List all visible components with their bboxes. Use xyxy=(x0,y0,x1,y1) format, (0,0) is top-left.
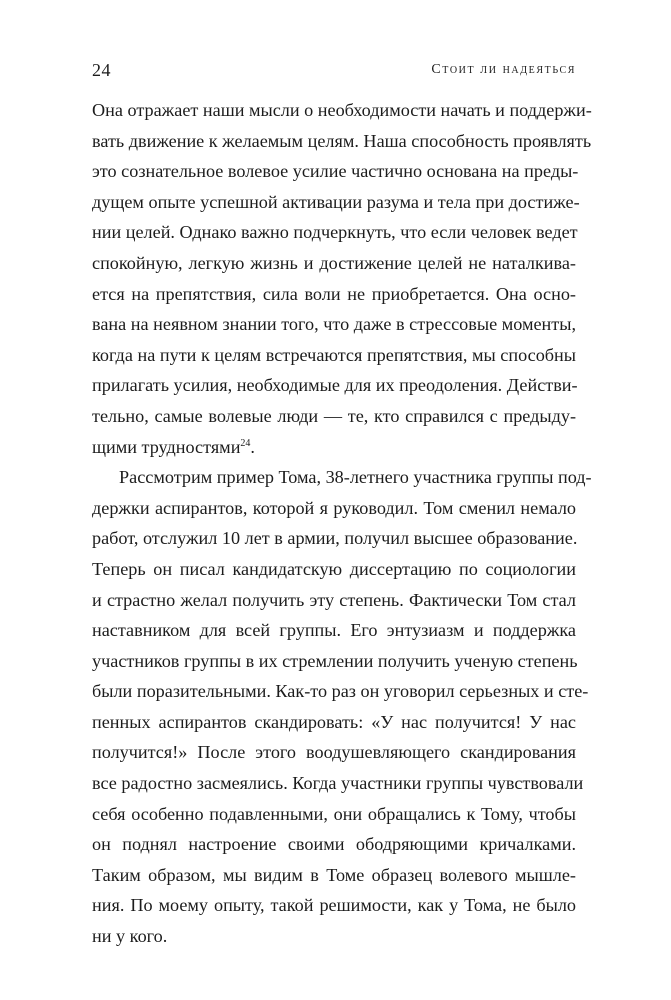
text-line: ни у кого. xyxy=(92,926,168,947)
body-text xyxy=(92,95,592,952)
text-line: Таким образом, мы видим в Томе образец волевого мышле- xyxy=(92,864,576,885)
text-line: он поднял настроение своими ободряющими кричалками. xyxy=(92,834,576,855)
text-line: все радостно засмеялись. Когда участники группы чувствовали xyxy=(92,773,584,794)
text-line: были поразительными. Как-то раз он уговорил серьезных и сте- xyxy=(92,681,589,702)
text-line: это сознательное волевое усилие частично основана на преды- xyxy=(92,161,579,182)
text-line: дущем опыте успешной активации разума и тела при достиже- xyxy=(92,191,580,212)
text-line-content: щими трудностями xyxy=(92,436,241,457)
text-line: работ, отслужил 10 лет в армии, получил высшее образование. xyxy=(92,528,578,549)
paragraph-1 xyxy=(92,95,592,462)
text-line: наставником для всей группы. Его энтузиазм и поддержка xyxy=(92,620,576,641)
text-line: ется на препятствия, сила воли не приобретается. Она осно- xyxy=(92,283,576,304)
footnote-reference: 24 xyxy=(240,437,251,449)
text-line: и страстно желал получить эту степень. Фактически Том стал xyxy=(92,589,576,610)
running-title: Стоит ли надеяться xyxy=(431,62,576,77)
text-line: вать движение к желаемым целям. Наша способность проявлять xyxy=(92,130,592,151)
text-line: себя особенно подавленными, они обращались к Тому, чтобы xyxy=(92,803,576,824)
text-line: участников группы в их стремлении получить ученую степень xyxy=(92,650,578,671)
text-line: тельно, самые волевые люди — те, кто справился с предыду- xyxy=(92,405,576,426)
text-line: когда на пути к целям встречаются препятствия, мы способны xyxy=(92,344,576,365)
paragraph-2 xyxy=(92,462,592,952)
text-line: спокойную, легкую жизнь и достижение целей не наталкива- xyxy=(92,252,576,273)
text-line: нии целей. Однако важно подчеркнуть, что если человек ведет xyxy=(92,222,578,243)
page-number: 24 xyxy=(92,60,111,80)
text-line: Теперь он писал кандидатскую диссертацию по социологии xyxy=(92,558,576,579)
text-line: Она отражает наши мысли о необходимости начать и поддержи- xyxy=(92,100,592,120)
text-line: пенных аспирантов скандировать: «У нас получится! У нас xyxy=(92,711,576,732)
text-line: вана на неявном знании того, что даже в стрессовые моменты, xyxy=(92,314,576,335)
page-header xyxy=(92,58,576,82)
text-line: получится!» После этого воодушевляющего скандирования xyxy=(92,742,576,763)
text-line: щими трудностями$^{24}$. xyxy=(92,436,255,457)
text-line: Рассмотрим пример Тома, 38-летнего участника группы под- xyxy=(119,467,592,488)
text-line: держки аспирантов, которой я руководил. Том сменил немало xyxy=(92,497,576,518)
text-line: прилагать усилия, необходимые для их преодоления. Действи- xyxy=(92,375,578,396)
text-line: ния. По моему опыту, такой решимости, как у Тома, не было xyxy=(92,895,576,916)
